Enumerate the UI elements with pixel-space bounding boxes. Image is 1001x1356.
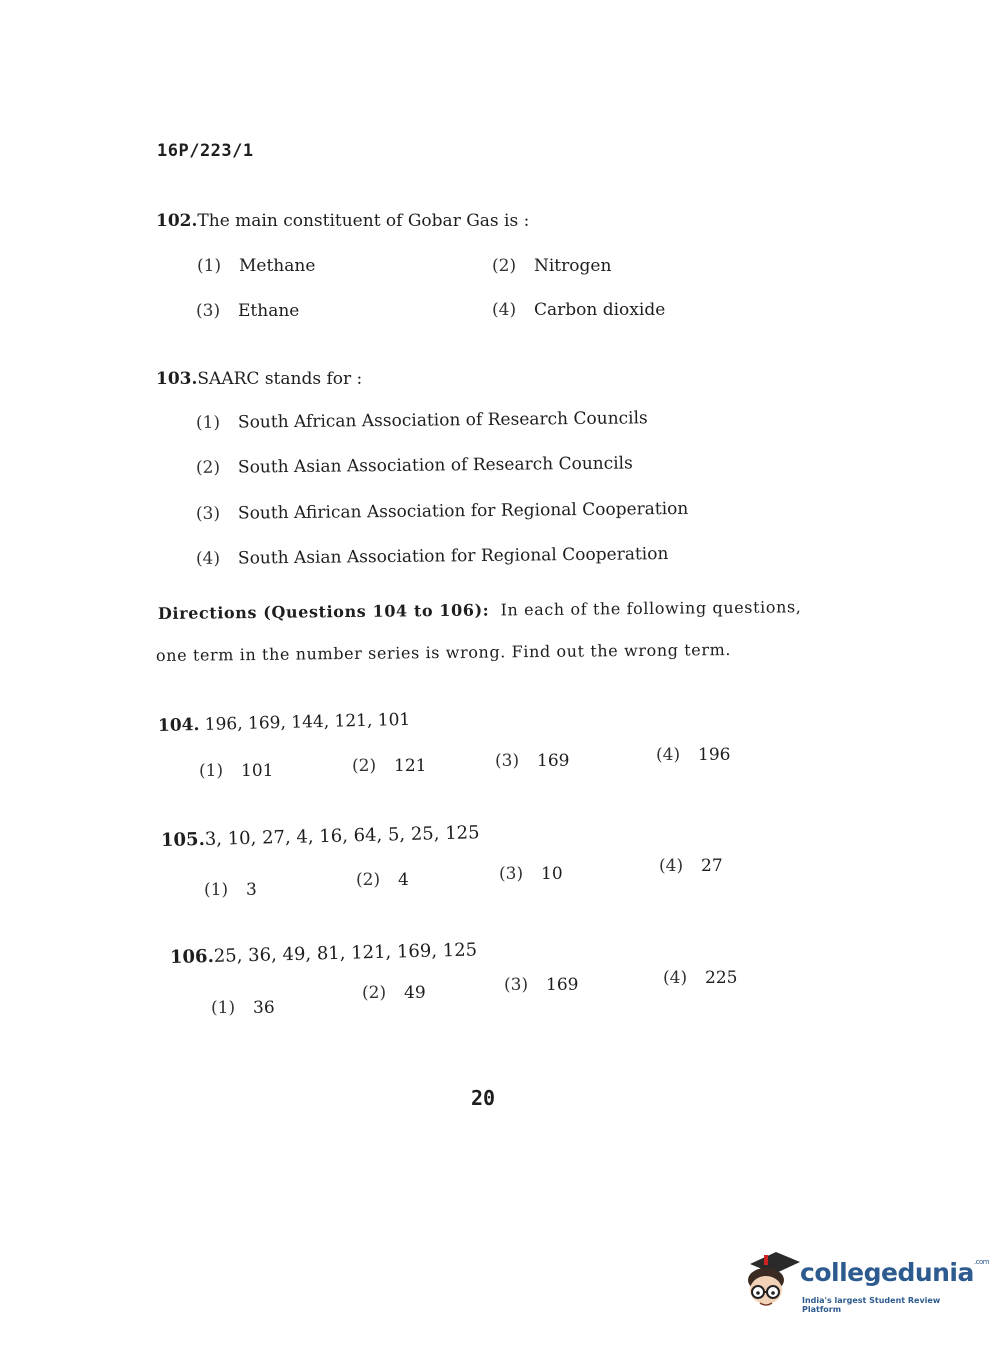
option-number: (3) [195, 503, 221, 524]
question-text: SAARC stands for : [197, 369, 363, 389]
option-text: 121 [394, 756, 427, 776]
option-text: 169 [546, 975, 579, 995]
question-104 [158, 710, 411, 736]
option-number: (2) [356, 870, 381, 890]
option-number: (2) [195, 457, 221, 478]
option-number: (3) [499, 864, 524, 884]
option-number: (2) [492, 256, 517, 276]
collegedunia-logo[interactable] [742, 1250, 990, 1320]
logo-com: .com [973, 1258, 990, 1266]
q103-option-4[interactable] [196, 544, 669, 569]
option-text: South Afirican Association for Regional Cooperation [237, 498, 689, 524]
option-text: 27 [701, 856, 723, 876]
q102-option-2[interactable] [492, 256, 611, 276]
question-103 [156, 369, 362, 389]
option-number: (1) [204, 880, 229, 900]
q102-option-4[interactable] [492, 300, 665, 320]
option-text: South Asian Association of Research Councils [237, 453, 633, 478]
q103-option-1[interactable] [196, 408, 648, 433]
directions-label: Directions (Questions 104 to 106): [157, 600, 490, 623]
option-number: (3) [504, 975, 529, 995]
q105-option-2[interactable] [356, 870, 409, 890]
option-text: 225 [705, 968, 738, 988]
option-text: South African Association of Research Councils [237, 408, 648, 433]
option-number: (4) [659, 856, 684, 876]
question-text: 25, 36, 49, 81, 121, 169, 125 [213, 939, 478, 967]
question-number: 104. [157, 714, 200, 736]
q103-option-3[interactable] [196, 499, 689, 524]
option-text: 4 [398, 870, 409, 890]
logo-tagline: India's largest Student Review Platform [802, 1296, 941, 1314]
option-text: 36 [253, 998, 275, 1018]
q106-option-4[interactable] [663, 968, 737, 988]
mascot-icon [742, 1250, 802, 1312]
logo-brand [800, 1258, 989, 1287]
question-number: 102. [156, 211, 198, 231]
q102-option-1[interactable] [197, 256, 315, 276]
q106-option-2[interactable] [362, 983, 426, 1003]
option-number: (2) [362, 983, 387, 1003]
q102-option-3[interactable] [196, 301, 299, 321]
option-text: 196 [698, 745, 731, 765]
directions-text-1: In each of the following questions, [500, 597, 802, 620]
q104-option-4[interactable] [656, 745, 730, 765]
option-text: 101 [241, 761, 274, 781]
question-106 [170, 939, 478, 967]
question-text: 196, 169, 144, 121, 101 [204, 709, 411, 735]
q106-option-3[interactable] [504, 975, 578, 995]
question-text: 3, 10, 27, 4, 16, 64, 5, 25, 125 [204, 822, 480, 850]
option-number: (1) [197, 256, 222, 276]
q105-option-1[interactable] [204, 880, 257, 900]
option-text: Ethane [238, 301, 300, 321]
option-text: Carbon dioxide [534, 300, 666, 320]
q104-option-3[interactable] [495, 751, 569, 771]
option-text: Methane [239, 256, 316, 276]
option-text: 10 [541, 864, 563, 884]
question-text: The main constituent of Gobar Gas is : [197, 211, 530, 231]
option-number: (4) [195, 548, 221, 569]
option-text: 49 [404, 983, 426, 1003]
directions-line-2: one term in the number series is wrong. Find out the wrong term. [155, 639, 732, 665]
option-number: (2) [352, 756, 377, 776]
paper-code: 16P/223/1 [157, 141, 254, 161]
option-number: (1) [195, 412, 221, 433]
option-number: (1) [211, 998, 236, 1018]
option-number: (3) [196, 301, 221, 321]
directions-line-1 [158, 597, 802, 623]
q103-option-2[interactable] [196, 453, 633, 478]
option-number: (3) [495, 751, 520, 771]
q105-option-4[interactable] [659, 856, 723, 876]
q104-option-2[interactable] [352, 756, 426, 776]
option-text: 3 [246, 880, 257, 900]
question-number: 106. [169, 945, 215, 968]
option-number: (4) [492, 300, 517, 320]
question-105 [161, 822, 480, 851]
q105-option-3[interactable] [499, 864, 563, 884]
option-number: (4) [656, 745, 681, 765]
logo-brand-text: collegedunia [800, 1258, 974, 1287]
q104-option-1[interactable] [199, 761, 273, 781]
question-number: 103. [156, 369, 198, 389]
question-number: 105. [160, 828, 206, 851]
option-text: South Asian Association for Regional Cooperation [237, 544, 669, 569]
question-102 [156, 211, 529, 231]
option-number: (1) [199, 761, 224, 781]
option-number: (4) [663, 968, 688, 988]
option-text: 169 [537, 751, 570, 771]
page-number: 20 [471, 1086, 496, 1110]
q106-option-1[interactable] [211, 998, 275, 1018]
option-text: Nitrogen [534, 256, 612, 276]
